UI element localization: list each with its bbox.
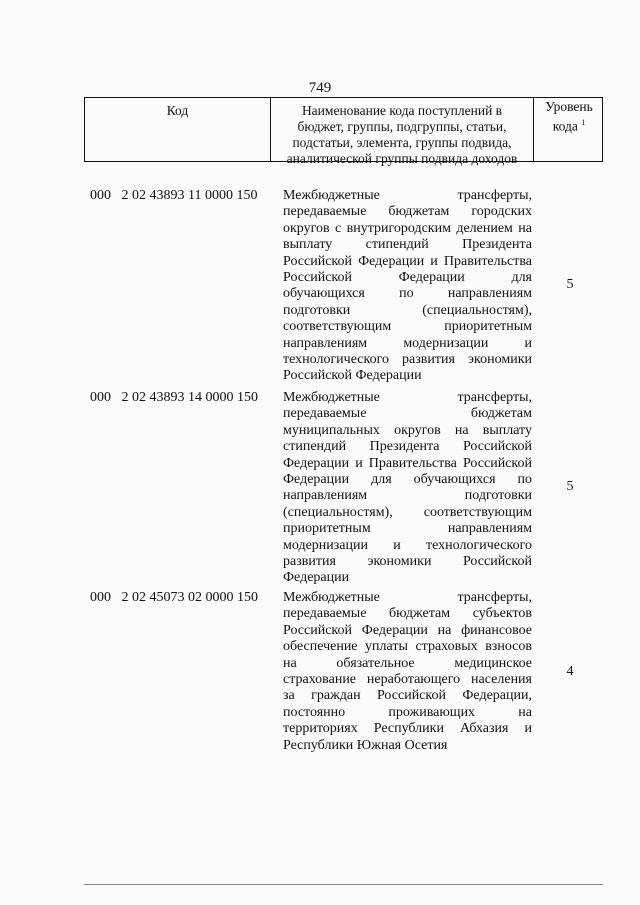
description-line: Республики Южная Осетия — [283, 737, 448, 753]
description-line: Федерации — [283, 570, 350, 586]
description-line: технологического развития экономики — [283, 352, 532, 368]
description-line: выплату стипендий Президента — [283, 237, 532, 253]
description-line: обучающихся по направлениям — [283, 286, 532, 302]
description-line: на обязательное медицинское — [283, 655, 532, 671]
description-line: передаваемые бюджетам субъектов — [283, 606, 532, 622]
header-level-line1: Уровень — [545, 99, 593, 114]
description-line: развития экономики Российской — [283, 554, 532, 570]
description-line: обеспечение уплаты страховых взносов — [283, 639, 532, 655]
description-line: направлениям модернизации и — [283, 335, 532, 351]
revenue-code: 2 02 43893 14 0000 150 — [121, 390, 258, 405]
row-description — [283, 188, 532, 385]
header-name-line: Наименование кода поступлений в — [301, 103, 503, 118]
header-name-line: бюджет, группы, подгруппы, статьи, — [297, 119, 507, 134]
row-level: 5 — [566, 479, 574, 494]
description-line: передаваемые бюджетам городских — [283, 204, 532, 220]
description-line: Российской Федерации для — [283, 270, 532, 286]
header-level-text: кода — [552, 118, 578, 134]
page-number: 749 — [308, 80, 332, 96]
description-line: Федерации и Правительства Российской — [283, 455, 532, 471]
description-line: территориях Республики Абхазия и — [283, 721, 532, 737]
description-line: страхование неработающего населения — [283, 672, 532, 688]
admin-code: 000 — [90, 188, 111, 203]
description-line: Российской Федерации на финансовое — [283, 622, 532, 638]
row-level: 4 — [566, 664, 574, 679]
description-line: передаваемые бюджетам — [283, 406, 532, 422]
admin-code: 000 — [90, 390, 111, 405]
row-description — [283, 590, 532, 754]
page-bottom-rule — [84, 884, 603, 885]
description-line: стипендий Президента Российской — [283, 439, 532, 455]
description-line: (специальностям), соответствующим — [283, 504, 532, 520]
header-name-line: подстатьи, элемента, группы подвида, — [292, 135, 512, 150]
description-line: округов с внутригородским делением на — [283, 220, 532, 236]
row-level: 5 — [566, 277, 574, 292]
description-line: Межбюджетные трансферты, — [283, 590, 532, 605]
description-line: модернизации и технологического — [283, 537, 532, 553]
description-line: Российской Федерации — [283, 368, 422, 384]
header-name-line: аналитической группы подвида доходов — [286, 151, 518, 166]
footnote-marker: 1 — [581, 118, 586, 127]
description-line: за граждан Российской Федерации, — [283, 688, 532, 704]
description-line: соответствующим приоритетным — [283, 319, 532, 335]
revenue-code: 2 02 45073 02 0000 150 — [121, 590, 258, 605]
row-code — [90, 188, 257, 204]
description-line: подготовки (специальностям), — [283, 302, 532, 318]
revenue-code: 2 02 43893 11 0000 150 — [121, 188, 258, 203]
table-header — [84, 97, 603, 166]
description-line: Федерации для обучающихся по — [283, 472, 532, 488]
description-line: Российской Федерации и Правительства — [283, 253, 532, 269]
description-line: приоритетным направлениям — [283, 521, 532, 537]
header-name — [271, 98, 534, 166]
description-line: Межбюджетные трансферты, — [283, 390, 532, 405]
header-code: Код — [85, 98, 271, 161]
header-level — [534, 98, 604, 161]
description-line: направлениям подготовки — [283, 488, 532, 504]
description-line: муниципальных округов на выплату — [283, 422, 532, 438]
row-description — [283, 390, 532, 587]
description-line: постоянно проживающих на — [283, 704, 532, 720]
description-line: Межбюджетные трансферты, — [283, 188, 532, 203]
header-level-line2 — [534, 115, 604, 135]
admin-code: 000 — [90, 590, 111, 605]
row-code — [90, 390, 258, 406]
row-code — [90, 590, 258, 606]
